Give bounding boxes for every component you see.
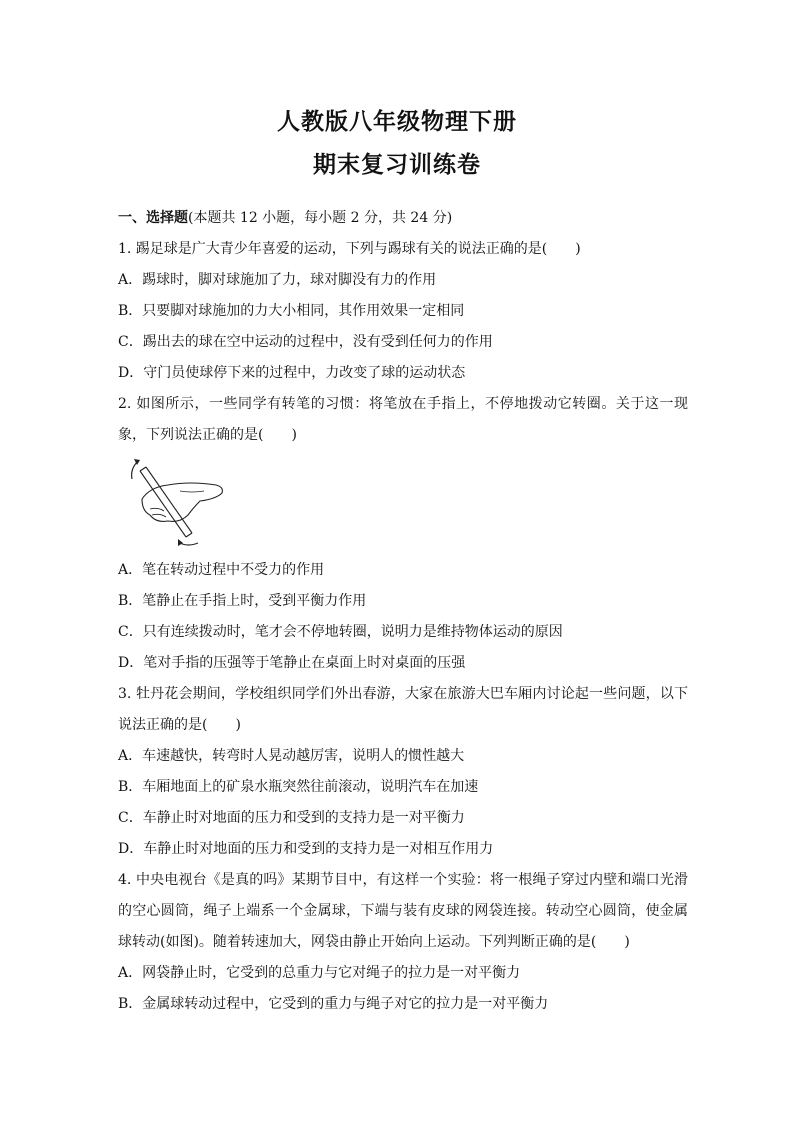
page-title: 人教版八年级物理下册 xyxy=(277,108,517,135)
option-b: B．笔静止在手指上时，受到平衡力作用 xyxy=(118,593,367,609)
finger-line-2 xyxy=(152,514,166,517)
option-a: A．网袋静止时，它受到的总重力与它对绳子的拉力是一对平衡力 xyxy=(118,965,521,981)
section-heading-label: 一、选择题 xyxy=(118,210,188,226)
rotation-arrow-bottom xyxy=(180,543,198,545)
option-c: C．车静止时对地面的压力和受到的支持力是一对平衡力 xyxy=(118,810,465,826)
section-heading xyxy=(118,203,688,234)
pen-shape xyxy=(140,467,192,537)
option-d: D．笔对手指的压强等于笔静止在桌面上时对桌面的压强 xyxy=(118,655,466,671)
option-a: A．笔在转动过程中不受力的作用 xyxy=(118,562,325,578)
option-b: B．金属球转动过程中，它受到的重力与绳子对它的拉力是一对平衡力 xyxy=(118,996,549,1012)
question-1 xyxy=(118,234,688,389)
option-d: D．车静止时对地面的压力和受到的支持力是一对相互作用力 xyxy=(118,841,494,857)
question-3 xyxy=(118,679,688,865)
question-stem: 1. 踢足球是广大青少年喜爱的运动，下列与踢球有关的说法正确的是( ) xyxy=(118,241,581,257)
finger-line-1 xyxy=(150,508,164,511)
option-a: A．踢球时，脚对球施加了力，球对脚没有力的作用 xyxy=(118,272,437,288)
thumb-line xyxy=(180,491,204,492)
pen-spinning-figure xyxy=(118,451,688,551)
hand-outline xyxy=(142,483,222,521)
question-2 xyxy=(118,389,688,679)
option-b: B．只要脚对球施加的力大小相同，其作用效果一定相同 xyxy=(118,303,465,319)
question-stem: 4. 中央电视台《是真的吗》某期节目中，有这样一个实验：将一根绳子穿过内壁和端口光滑的空心圆筒，绳子上端系一个金属球，下端与装有皮球的网袋连接。转动空心圆筒，使金属球转动(如图)。随着转速加大，网袋由静止开始向上运动。下列判断正确的是( ) xyxy=(118,872,688,950)
pen-spinning-hand-illustration xyxy=(120,451,230,551)
exam-content xyxy=(118,203,688,1020)
option-c: C．只有连续拨动时，笔才会不停地转圈，说明力是维持物体运动的原因 xyxy=(118,624,563,640)
section-heading-note: (本题共 12 小题，每小题 2 分，共 24 分) xyxy=(188,210,453,226)
page-subtitle: 期末复习训练卷 xyxy=(313,151,481,178)
option-c: C．踢出去的球在空中运动的过程中，没有受到任何力的作用 xyxy=(118,334,493,350)
option-b: B．车厢地面上的矿泉水瓶突然往前滚动，说明汽车在加速 xyxy=(118,779,479,795)
question-stem: 3. 牡丹花会期间，学校组织同学们外出春游，大家在旅游大巴车厢内讨论起一些问题，以下说法正确的是( ) xyxy=(118,686,688,733)
question-stem: 2. 如图所示，一些同学有转笔的习惯：将笔放在手指上，不停地拨动它转圈。关于这一现象，下列说法正确的是( ) xyxy=(118,396,688,443)
option-a: A．车速越快，转弯时人晃动越厉害，说明人的惯性越大 xyxy=(118,748,465,764)
rotation-arrowhead-bottom xyxy=(178,539,183,546)
option-d: D．守门员使球停下来的过程中，力改变了球的运动状态 xyxy=(118,365,466,381)
question-4 xyxy=(118,865,688,1020)
